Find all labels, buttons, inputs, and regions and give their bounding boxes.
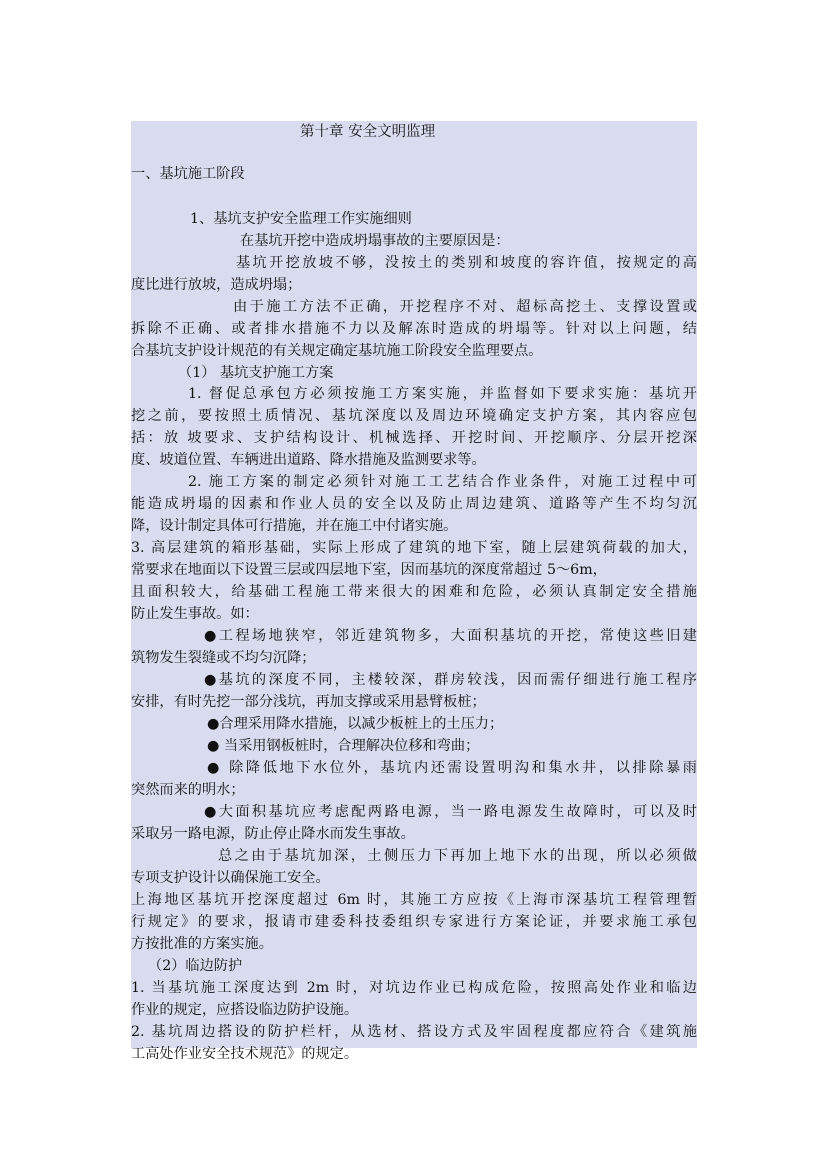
section-heading: 一、基坑施工阶段 (131, 166, 245, 182)
text-line: 度比进行放坡，造成坍塌； (131, 277, 302, 293)
bullet-item: ● 除降低地下水位外，基坑内还需设置明沟和集水井，以排除暴雨 (207, 760, 697, 776)
text-line: 总之由于基坑加深，土侧压力下再加上地下水的出现，所以必须做 (218, 848, 697, 864)
text-line: 上海地区基坑开挖深度超过 6m 时，其施工方应按《上海市深基坑工程管理暂 (131, 892, 697, 908)
text-line: 方按批准的方案实施。 (131, 936, 273, 952)
text-line: 括：放 坡要求、支护结构设计、机械选择、开挖时间、开挖顺序、分层开挖深 (131, 430, 697, 446)
text-line: 1. 督促总承包方必须按施工方案实施，并监督如下要求实施：基坑开 (188, 386, 697, 402)
text-line: 在基坑开挖中造成坍塌事故的主要原因是： (240, 233, 510, 249)
text-line: 行规定》的要求，报请市建委科技委组织专家进行方案论证，并要求施工承包 (131, 914, 697, 930)
text-line: 降，设计制定具体可行措施，并在施工中付诸实施。 (131, 518, 458, 534)
text-line: 专项支护设计以确保施工安全。 (131, 870, 330, 886)
text-line: 由于施工方法不正确，开挖程序不对、超标高挖土、支撑设置或 (233, 299, 697, 315)
text-line: 度、坡道位置、车辆进出道路、降水措施及监测要求等。 (131, 452, 486, 468)
text-line: 挖之前，要按照土质情况、基坑深度以及周边环境确定支护方案，其内容应包 (131, 408, 697, 424)
subsection-heading: （1） 基坑支护施工方案 (178, 365, 334, 381)
text-line: 工高处作业安全技术规范》的规定。 (131, 1046, 359, 1062)
text-line: 3. 高层建筑的箱形基础，实际上形成了建筑的地下室，随上层建筑荷载的加大， (131, 540, 697, 556)
document-page (131, 121, 697, 1062)
text-line: 常要求在地面以下设置三层或四层地下室，因而基坑的深度常超过 5～6m， (131, 562, 607, 578)
text-line: 2. 基坑周边搭设的防护栏杆，从选材、搭设方式及牢固程度都应符合《建筑施 (131, 1024, 697, 1040)
text-line: 采取另一路电源，防止停止降水而发生事故。 (131, 826, 415, 842)
text-line: 突然而来的明水； (131, 782, 245, 798)
text-line: 1. 当基坑施工深度达到 2m 时，对坑边作业已构成危险，按照高处作业和临边 (131, 980, 697, 996)
text-line: 拆除不正确、或者排水措施不力以及解冻时造成的坍塌等。针对以上问题，结 (131, 321, 697, 337)
bullet-item: ●合理采用降水措施，以减少板桩上的土压力； (207, 716, 504, 732)
text-line: 2. 施工方案的制定必须针对施工工艺结合作业条件，对施工过程中可 (188, 474, 697, 490)
text-line: 作业的规定，应搭设临边防护设施。 (131, 1002, 359, 1018)
text-line: 筑物发生裂缝或不均匀沉降； (131, 650, 316, 666)
bullet-item: ●工程场地狭窄，邻近建筑物多，大面积基坑的开挖，常使这些旧建 (204, 628, 697, 644)
bullet-item: ● 当采用钢板桩时，合理解决位移和弯曲； (207, 738, 480, 754)
chapter-title: 第十章 安全文明监理 (300, 124, 436, 140)
text-line: 且面积较大，给基础工程施工带来很大的困难和危险，必须认真制定安全措施 (131, 584, 697, 600)
subsection-heading: 1、基坑支护安全监理工作实施细则 (190, 211, 412, 227)
text-line: 合基坑支护设计规范的有关规定确定基坑施工阶段安全监理要点。 (131, 343, 543, 359)
subsection-heading: （2）临边防护 (148, 958, 243, 974)
bullet-item: ●大面积基坑应考虑配两路电源，当一路电源发生故障时，可以及时 (204, 804, 697, 820)
bullet-item: ●基坑的深度不同，主楼较深，群房较浅，因而需仔细进行施工程序 (204, 672, 697, 688)
text-line: 基坑开挖放坡不够，没按土的类别和坡度的容许值，按规定的高 (236, 255, 697, 271)
text-line: 安排，有时先挖一部分浅坑，再加支撑或采用悬臂板桩； (131, 694, 486, 710)
text-line: 能造成坍塌的因素和作业人员的安全以及防止周边建筑、道路等产生不均匀沉 (131, 496, 697, 512)
text-line: 防止发生事故。如： (131, 606, 259, 622)
